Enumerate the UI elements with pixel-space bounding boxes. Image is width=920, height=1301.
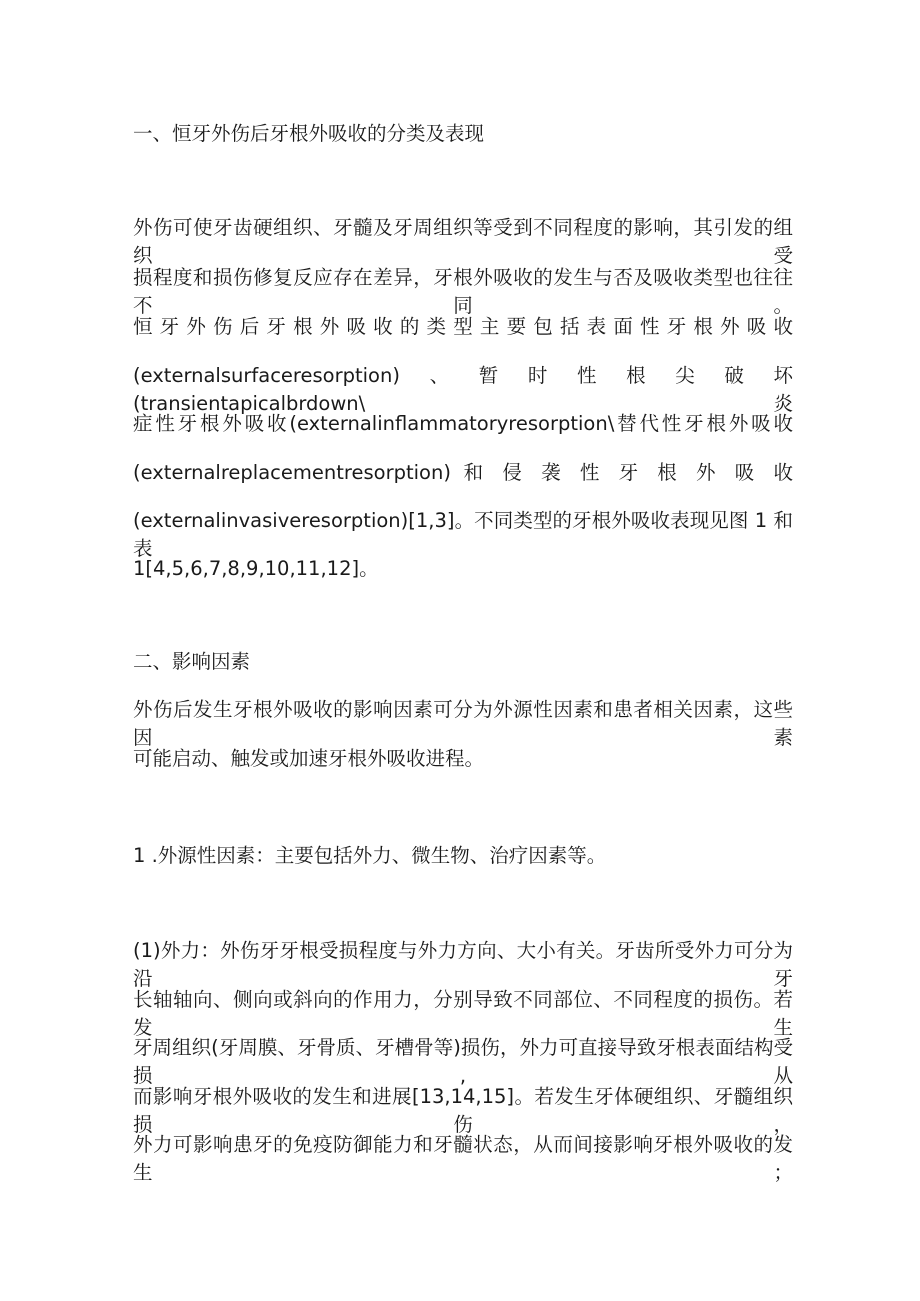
section-2-heading: 二、影响因素 (133, 650, 251, 673)
paragraph-line: (1)外力：外伤牙牙根受损程度与外力方向、大小有关。牙齿所受外力可分为沿牙 (133, 939, 793, 990)
paragraph-line: 1[4,5,6,7,8,9,10,11,12]。 (133, 557, 379, 580)
paragraph-line: 长轴轴向、侧向或斜向的作用力，分别导致不同部位、不同程度的损伤。若发生 (133, 988, 793, 1039)
paragraph-line: 外力可影响患牙的免疫防御能力和牙髓状态，从而间接影响牙根外吸收的发生； (133, 1133, 793, 1184)
paragraph-line: 外伤可使牙齿硬组织、牙髓及牙周组织等受到不同程度的影响，其引发的组织受 (133, 216, 793, 267)
paragraph-line: (externalreplacementresorption) 和 侵 袭 性 牙 根 外 吸 收 (133, 461, 793, 484)
paragraph-line: 可能启动、触发或加速牙根外吸收进程。 (133, 747, 485, 770)
paragraph-line: 外伤后发生牙根外吸收的影响因素可分为外源性因素和患者相关因素，这些因素 (133, 698, 793, 749)
paragraph-line: 而影响牙根外吸收的发生和进展[13,14,15]。若发生牙体硬组织、牙髓组织损伤， (133, 1085, 793, 1136)
paragraph-line: (externalsurfaceresorption)、暂时性根尖破坏(transientapicalbrdown\炎 (133, 364, 793, 415)
paragraph-line: 恒 牙 外 伤 后 牙 根 外 吸 收 的 类 型 主 要 包 括 表 面 性 牙 根 外 吸 收 (133, 315, 793, 338)
section-1-heading: 一、恒牙外伤后牙根外吸收的分类及表现 (133, 122, 485, 145)
paragraph-line: 损程度和损伤修复反应存在差异，牙根外吸收的发生与否及吸收类型也往往不同。 (133, 266, 793, 317)
paragraph-line: 牙周组织(牙周膜、牙骨质、牙槽骨等)损伤，外力可直接导致牙根表面结构受损,从 (133, 1036, 793, 1087)
paragraph-line: (externalinvasiveresorption)[1,3]。不同类型的牙根外吸收表现见图 1 和表 (133, 509, 793, 560)
paragraph-line: 症性牙根外吸收(externalinflammatoryresorption\替代性牙根外吸收 (133, 412, 793, 435)
list-item-1: 1 .外源性因素：主要包括外力、微生物、治疗因素等。 (133, 844, 607, 867)
